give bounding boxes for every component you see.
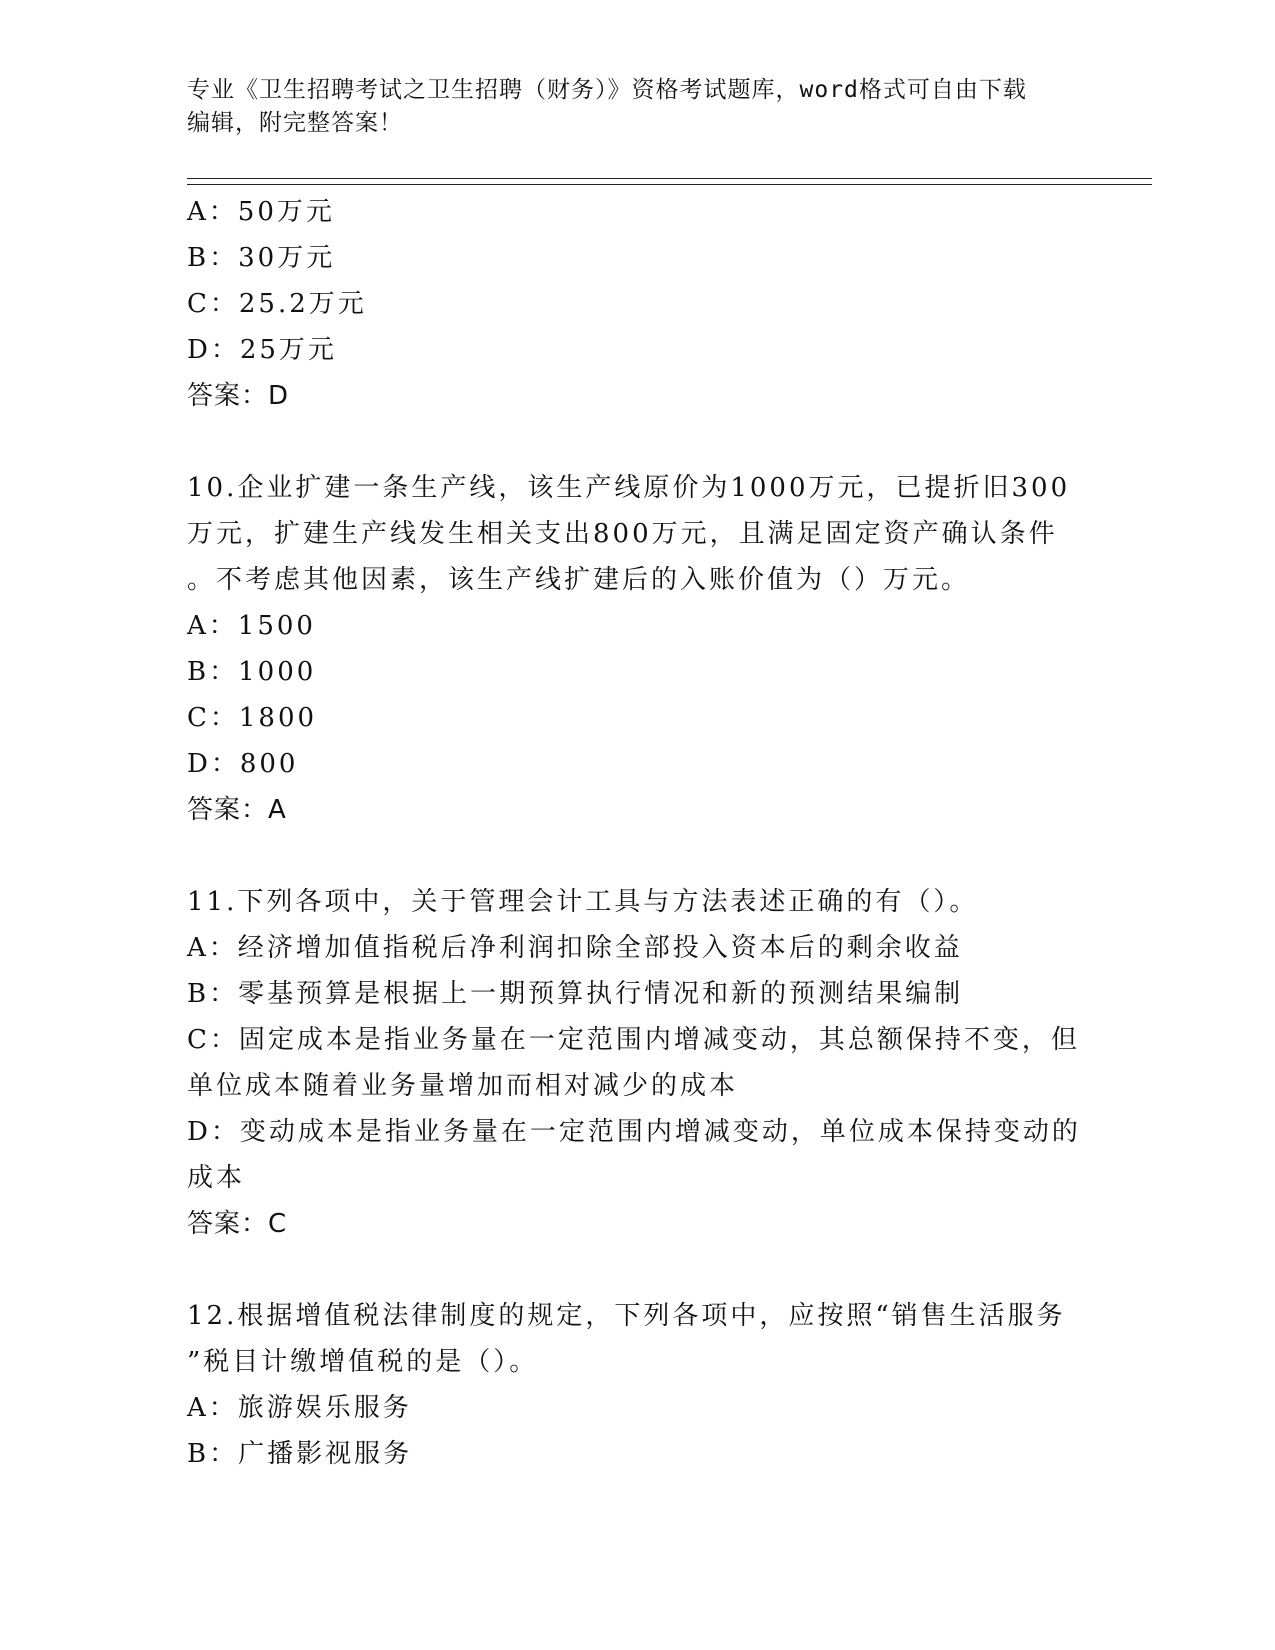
question-content <box>187 189 1087 1477</box>
option-d: D：800 <box>187 749 299 779</box>
spacer <box>187 1247 1087 1293</box>
spacer <box>187 419 1087 465</box>
option-c: C：固定成本是指业务量在一定范围内增减变动，其总额保持不变，但 <box>187 1025 1080 1055</box>
option-a: A：50万元 <box>187 197 335 227</box>
option-c: C：1800 <box>187 703 318 733</box>
option-a: A：经济增加值指税后净利润扣除全部投入资本后的剩余收益 <box>187 933 963 963</box>
header-line-1: 专业《卫生招聘考试之卫生招聘（财务）》资格考试题库，word格式可自由下载 <box>187 77 1027 103</box>
question-text: 12.根据增值税法律制度的规定，下列各项中，应按照“销售生活服务 <box>187 1301 1066 1331</box>
question-text: 10.企业扩建一条生产线，该生产线原价为1000万元，已提折旧300 <box>187 473 1071 503</box>
answer-line: 答案：A <box>187 795 287 825</box>
option-b: B：广播影视服务 <box>187 1439 413 1469</box>
question-text: 。不考虑其他因素，该生产线扩建后的入账价值为（）万元。 <box>187 565 971 595</box>
question-12-block <box>187 1293 1087 1477</box>
answer-line: 答案：D <box>187 381 290 411</box>
option-b: B：1000 <box>187 657 317 687</box>
option-a: A：1500 <box>187 611 316 641</box>
option-a: A：旅游娱乐服务 <box>187 1393 412 1423</box>
option-b: B：30万元 <box>187 243 336 273</box>
option-b: B：零基预算是根据上一期预算执行情况和新的预测结果编制 <box>187 979 964 1009</box>
question-9-block <box>187 189 1087 419</box>
option-d-continued: 成本 <box>187 1163 246 1193</box>
option-c: C：25.2万元 <box>187 289 367 319</box>
document-header <box>187 74 1067 140</box>
answer-line: 答案：C <box>187 1209 288 1239</box>
option-c-continued: 单位成本随着业务量增加而相对减少的成本 <box>187 1071 739 1101</box>
spacer <box>187 833 1087 879</box>
question-text: 11.下列各项中，关于管理会计工具与方法表述正确的有（）。 <box>187 887 979 917</box>
question-11-block <box>187 879 1087 1247</box>
header-line-2: 编辑，附完整答案！ <box>187 110 403 136</box>
header-divider-bottom <box>187 184 1152 185</box>
option-d: D：变动成本是指业务量在一定范围内增减变动，单位成本保持变动的 <box>187 1117 1081 1147</box>
option-d: D：25万元 <box>187 335 337 365</box>
question-text: 万元，扩建生产线发生相关支出800万元，且满足固定资产确认条件 <box>187 519 1058 549</box>
question-text: ”税目计缴增值税的是（）。 <box>187 1347 539 1377</box>
question-10-block <box>187 465 1087 833</box>
header-divider-top <box>187 178 1152 179</box>
